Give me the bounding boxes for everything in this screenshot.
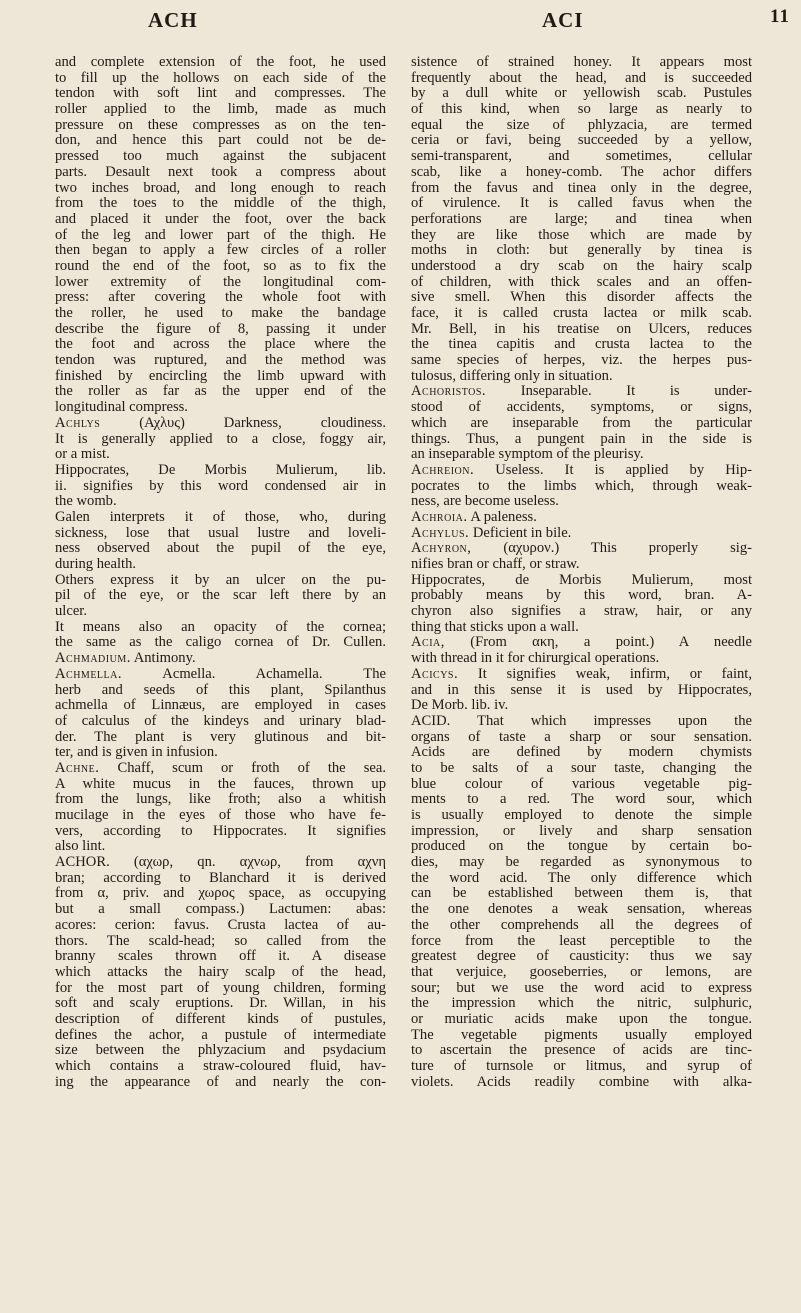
text-line: acores: cerion: favus. Crusta lactea of au- bbox=[55, 917, 386, 933]
text-line: ments to a red. The word sour, which bbox=[411, 792, 752, 808]
text-line: ACID. That which impresses upon the bbox=[411, 713, 752, 729]
text-line: and in this sense it is used by Hippocrates, bbox=[411, 682, 752, 698]
text-line: two inches broad, and long enough to reach bbox=[55, 180, 386, 196]
text-line: pressure on these compresses as on the ten- bbox=[55, 117, 386, 133]
text-line: round the end of the foot, so as to fix the bbox=[55, 258, 386, 274]
text-line: the tinea capitis and crusta lactea to the bbox=[411, 337, 752, 353]
text-line: then began to apply a few circles of a roller bbox=[55, 243, 386, 259]
text-line: to fill up the hollows on each side of the bbox=[55, 70, 386, 86]
entry-headword: Achreion. bbox=[411, 462, 475, 478]
text-line: defines the achor, a pustule of intermediate bbox=[55, 1027, 386, 1043]
text-line: pocrates to the limbs which, through weak- bbox=[411, 478, 752, 494]
text-line: thors. The scald-head; so called from the bbox=[55, 933, 386, 949]
text-line: organs of taste a sharp or sour sensation. bbox=[411, 729, 752, 745]
text-line: sive smell. When this disorder affects the bbox=[411, 290, 752, 306]
text-line: Achmadium. Antimony. bbox=[55, 651, 196, 667]
text-line: ii. signifies by this word condensed air in bbox=[55, 478, 386, 494]
text-line: force from the least perceptible to the bbox=[411, 933, 752, 949]
text-line: der. The plant is very glutinous and bit- bbox=[55, 729, 386, 745]
text-line: which are inseparable from the particular bbox=[411, 415, 752, 431]
text-line: description of different kinds of pustules, bbox=[55, 1011, 386, 1027]
text-line: Achylus. Deficient in bile. bbox=[411, 525, 572, 541]
text-line: mucilage in the eyes of those who have fe- bbox=[55, 808, 386, 823]
text-line: herb and seeds of this plant, Spilanthus bbox=[55, 682, 386, 698]
text-line: greatest degree of causticity: thus we say bbox=[411, 949, 752, 965]
header-left-guideword: ACH bbox=[148, 8, 198, 32]
text-line: Achlys (Αχλυς) Darkness, cloudiness. bbox=[55, 415, 386, 431]
text-line: dies, may be regarded as synonymous to bbox=[411, 855, 752, 871]
text-line: Acids are defined by modern chymists bbox=[411, 745, 752, 761]
entry-headword: Achylus. bbox=[411, 525, 470, 541]
text-line: longitudinal compress. bbox=[55, 400, 188, 416]
entry-headword: Achmella. bbox=[55, 666, 123, 682]
text-line: sickness, lose that usual lustre and loveli- bbox=[55, 525, 386, 541]
text-line: sour; but we use the word acid to express bbox=[411, 980, 752, 996]
text-line: Achne. Chaff, scum or froth of the sea. bbox=[55, 760, 386, 776]
text-line: Achyron, (αχυρον.) This properly sig- bbox=[411, 541, 752, 557]
text-line: face, it is called crusta lactea or milk scab. bbox=[411, 306, 752, 321]
text-line: with thread in it for chirurgical operations. bbox=[411, 651, 660, 667]
right-column bbox=[411, 55, 752, 1090]
text-line: Achoristos. Inseparable. It is under- bbox=[411, 384, 752, 400]
text-line: Others express it by an ulcer on the pu- bbox=[55, 572, 386, 588]
text-line: the other comprehends all the degrees of bbox=[411, 917, 752, 933]
text-line: the foot and across the place where the bbox=[55, 337, 386, 353]
text-line: lower extremity of the longitudinal com- bbox=[55, 274, 386, 290]
text-line: pil of the eye, or the scar left there by an bbox=[55, 588, 386, 604]
text-line: bran; according to Blanchard it is derived bbox=[55, 870, 386, 886]
header-right-guideword: ACI bbox=[542, 8, 584, 32]
text-line: the impression which the nitric, sulphuric, bbox=[411, 996, 752, 1012]
text-line: or a mist. bbox=[55, 447, 110, 463]
text-line: roller applied to the limb, made as much bbox=[55, 102, 386, 118]
text-line: It is generally applied to a close, foggy air, bbox=[55, 431, 386, 447]
text-line: ceria or favi, being succeeded by a yellow, bbox=[411, 133, 752, 149]
text-line: tulosus, differing only in situation. bbox=[411, 368, 613, 384]
text-line: It means also an opacity of the cornea; bbox=[55, 619, 386, 635]
text-line: semi-transparent, and sometimes, cellular bbox=[411, 149, 752, 165]
entry-headword: Achroia. bbox=[411, 509, 468, 525]
text-line: A white mucus in the fauces, thrown up bbox=[55, 776, 386, 792]
text-line: ulcer. bbox=[55, 604, 88, 620]
text-line: Acia, (From ακη, a point.) A needle bbox=[411, 635, 752, 651]
text-line: size between the phlyzacium and psydacium bbox=[55, 1043, 386, 1059]
text-line: during health. bbox=[55, 557, 137, 572]
text-line: moths in cloth: but generally by tinea is bbox=[411, 243, 752, 259]
text-line: don, and hence this part could not be de- bbox=[55, 133, 386, 149]
text-line: finished by encircling the limb upward with bbox=[55, 368, 386, 384]
text-line: of the leg and lower part of the thigh. He bbox=[55, 227, 386, 243]
text-line: press: after covering the whole foot with bbox=[55, 290, 386, 306]
text-line: by a dull white or yellowish scab. Pustules bbox=[411, 86, 752, 102]
text-line: describe the figure of 8, passing it under bbox=[55, 321, 386, 337]
text-line: of virulence. It is called favus when the bbox=[411, 196, 752, 212]
text-line: thing that sticks upon a wall. bbox=[411, 619, 579, 635]
text-line: De Morb. lib. iv. bbox=[411, 698, 509, 714]
text-line: Achmella. Acmella. Achamella. The bbox=[55, 666, 386, 682]
text-line: equal the size of phlyzacia, are termed bbox=[411, 117, 752, 133]
text-line: Achroia. A paleness. bbox=[411, 509, 537, 525]
text-line: ture of turnsole or litmus, and syrup of bbox=[411, 1059, 752, 1074]
text-line: which contains a straw-coloured fluid, hav- bbox=[55, 1059, 386, 1074]
text-line: scab, like a honey-comb. The achor differs bbox=[411, 164, 752, 180]
text-line: of calculus of the kindeys and urinary blad- bbox=[55, 713, 386, 729]
text-line: the womb. bbox=[55, 494, 117, 510]
text-line: probably means by this word, bran. A- bbox=[411, 588, 752, 604]
text-line: is usually employed to denote the simple bbox=[411, 808, 752, 823]
text-line: of children, with thick scales and an offen- bbox=[411, 274, 752, 290]
text-line: Mr. Bell, in his treatise on Ulcers, reduces bbox=[411, 321, 752, 337]
text-line: tendon with soft lint and compresses. The bbox=[55, 86, 386, 102]
text-line: soft and scaly eruptions. Dr. Willan, in his bbox=[55, 996, 386, 1012]
text-line: ACHOR. (αχωρ, qn. αχνωρ, from αχνη bbox=[55, 855, 386, 871]
text-line: from the lungs, like froth; also a whitish bbox=[55, 792, 386, 808]
text-line: Hippocrates, De Morbis Mulierum, lib. bbox=[55, 462, 386, 478]
left-column bbox=[55, 55, 386, 1090]
text-line: vers, according to Hippocrates. It signifies bbox=[55, 823, 386, 839]
text-line: from the favus and tinea only in the degree, bbox=[411, 180, 752, 196]
entry-headword: Achmadium. bbox=[55, 651, 131, 667]
text-line: The vegetable pigments usually employed bbox=[411, 1027, 752, 1043]
text-line: pressed too much against the subjacent bbox=[55, 149, 386, 165]
text-line: produced on the tongue by certain bo- bbox=[411, 839, 752, 855]
text-line: which attacks the hairy scalp of the head, bbox=[55, 964, 386, 980]
text-line: tendon was ruptured, and the method was bbox=[55, 353, 386, 369]
text-line: an inseparable symptom of the pleurisy. bbox=[411, 447, 644, 463]
text-line: ness, are become useless. bbox=[411, 494, 559, 510]
text-line: or muriatic acids make upon the tongue. bbox=[411, 1011, 752, 1027]
text-line: for the most part of young children, forming bbox=[55, 980, 386, 996]
text-line: Hippocrates, de Morbis Mulierum, most bbox=[411, 572, 752, 588]
text-line: ness observed about the pupil of the eye, bbox=[55, 541, 386, 557]
text-line: understood a dry scab on the hairy scalp bbox=[411, 258, 752, 274]
text-line: branny scales thrown off it. A disease bbox=[55, 949, 386, 965]
text-line: and complete extension of the foot, he used bbox=[55, 55, 386, 70]
text-line: they are like those which are made by bbox=[411, 227, 752, 243]
page-number: 11 bbox=[770, 6, 790, 27]
text-line: sistence of strained honey. It appears most bbox=[411, 55, 752, 70]
text-line: to be salts of a sour taste, changing the bbox=[411, 760, 752, 776]
text-line: the same as the caligo cornea of Dr. Cullen. bbox=[55, 635, 386, 651]
text-line: achmella of Linnæus, are employed in cases bbox=[55, 698, 386, 714]
text-line: stood of accidents, symptoms, or signs, bbox=[411, 400, 752, 416]
text-line: from the toes to the middle of the thigh, bbox=[55, 196, 386, 212]
text-line: chyron also signifies a straw, hair, or any bbox=[411, 604, 752, 620]
text-line: Acicys. It signifies weak, infirm, or faint, bbox=[411, 666, 752, 682]
text-line: frequently about the head, and is succeeded bbox=[411, 70, 752, 86]
text-line: and placed it under the foot, over the back bbox=[55, 211, 386, 227]
entry-headword: Achne. bbox=[55, 760, 100, 776]
text-line: ter, and is given in infusion. bbox=[55, 745, 218, 761]
text-line: same species of herpes, viz. the herpes pus- bbox=[411, 353, 752, 369]
text-line: ing the appearance of and nearly the con- bbox=[55, 1074, 386, 1090]
text-line: Achreion. Useless. It is applied by Hip- bbox=[411, 462, 752, 478]
entry-headword: Acia, bbox=[411, 635, 445, 651]
text-line: impression, or lively and sharp sensation bbox=[411, 823, 752, 839]
text-line: the word acid. The only difference which bbox=[411, 870, 752, 886]
entry-headword: Acicys. bbox=[411, 666, 459, 682]
text-line: also lint. bbox=[55, 839, 106, 855]
text-line: of this kind, when so large as nearly to bbox=[411, 102, 752, 118]
text-line: the roller as far as the upper end of the bbox=[55, 384, 386, 400]
text-line: blue colour of various vegetable pig- bbox=[411, 776, 752, 792]
text-line: the roller, he used to make the bandage bbox=[55, 306, 386, 321]
text-line: from α, priv. and χωρος space, as occupying bbox=[55, 886, 386, 902]
text-line: parts. Desault next took a compress about bbox=[55, 164, 386, 180]
text-line: violets. Acids readily combine with alka- bbox=[411, 1074, 752, 1090]
text-line: to ascertain the presence of acids are tinc- bbox=[411, 1043, 752, 1059]
text-line: nifies bran or chaff, or straw. bbox=[411, 557, 580, 572]
text-line: the one denotes a weak sensation, whereas bbox=[411, 902, 752, 918]
text-line: perforations are large; and tinea when bbox=[411, 211, 752, 227]
running-header bbox=[0, 6, 801, 40]
entry-headword: Achoristos. bbox=[411, 384, 487, 400]
text-line: Galen interprets it of those, who, during bbox=[55, 509, 386, 525]
text-line: can be established between them is, that bbox=[411, 886, 752, 902]
text-line: that verjuice, gooseberries, or lemons, are bbox=[411, 964, 752, 980]
entry-headword: Achyron, bbox=[411, 541, 472, 557]
text-line: but a small compass.) Lactumen: abas: bbox=[55, 902, 386, 918]
text-line: things. Thus, a pungent pain in the side is bbox=[411, 431, 752, 447]
entry-headword: Achlys bbox=[55, 415, 101, 431]
